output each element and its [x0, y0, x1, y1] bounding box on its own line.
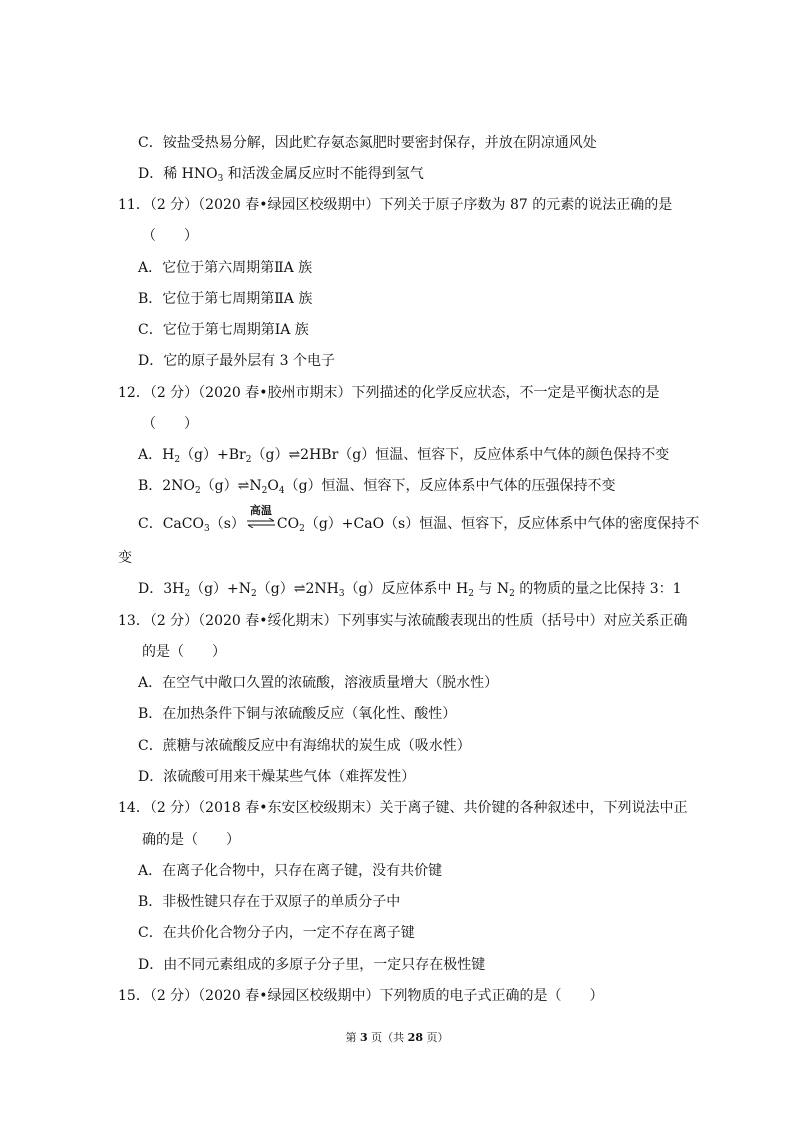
q11-option-b: B．它位于第七周期第ⅡA 族 — [138, 291, 313, 307]
page-footer: 第 3 页（共 28 页） — [345, 1031, 449, 1044]
q13-stem: 13．（2 分）（2020 春•绥化期末）下列事实与浓硫酸表现出的性质（括号中）对应关系正确 — [118, 613, 688, 629]
q14-option-d: D．由不同元素组成的多原子分子里，一定只存在极性键 — [138, 957, 486, 973]
q12-option-a: A．$H_2(g)+Br_2(g)\rightleftharpoons 2HBr(g)$恒温、恒容下，反应体系中气体的颜色保持不变 — [138, 447, 670, 465]
q13-option-b: B．在加热条件下铜与浓硫酸反应（氧化性、酸性） — [138, 706, 457, 722]
q14-stem: 14．（2 分）（2018 春•东安区校级期末）关于离子键、共价键的各种叙述中，下列说法中正 — [118, 800, 688, 816]
q12-option-d: D．$3H_2(g)+N_2(g)\rightleftharpoons 2NH_3(g)$反应体系中 $H_2$ 与 $N_2$ 的物质的量之比保持 3：1 — [138, 581, 682, 599]
q12-answer-blank: （ ） — [142, 416, 198, 432]
q13-option-c: C．蔗糖与浓硫酸反应中有海绵状的炭生成（吸水性） — [138, 738, 471, 754]
q14-stem-cont: 确的是（ ） — [142, 832, 240, 848]
q10-option-d: D．稀 $HNO_3$ 和活泼金属反应时不能得到氢气 — [138, 166, 424, 184]
page-number: 3 — [360, 1031, 368, 1044]
q13-option-d: D．浓硫酸可用来干燥某些气体（难挥发性） — [138, 769, 416, 785]
q12-option-b: B．$2NO_2(g)\rightleftharpoons N_2O_4(g)$恒温、恒容下，反应体系中气体的压强保持不变 — [138, 478, 616, 496]
q12-option-c-cont: 变 — [118, 550, 132, 566]
q14-option-b: B．非极性键只存在于双原子的单质分子中 — [138, 894, 401, 910]
q15-stem: 15．（2 分）（2020 春•绿园区校级期中）下列物质的电子式正确的是（ ） — [118, 988, 604, 1004]
q14-option-a: A．在离子化合物中，只存在离子键，没有共价键 — [138, 863, 443, 879]
q11-stem: 11．（2 分）（2020 春•绿园区校级期中）下列关于原子序数为 87 的元素的说法正确的是 — [118, 197, 673, 213]
q13-option-a: A．在空气中敞口久置的浓硫酸，溶液质量增大（脱水性） — [138, 675, 499, 691]
q11-answer-blank: （ ） — [142, 228, 198, 244]
q11-option-a: A．它位于第六周期第ⅡA 族 — [138, 260, 313, 276]
reversible-arrow-icon — [246, 504, 276, 533]
q12-stem: 12．（2 分）（2020 春•胶州市期末）下列描述的化学反应状态，不一定是平衡状态的是 — [118, 385, 660, 401]
page-total: 28 — [407, 1031, 423, 1044]
q11-option-c: C．它位于第七周期第ⅠA 族 — [138, 322, 309, 338]
q13-stem-cont: 的是（ ） — [142, 644, 226, 660]
reaction-condition: 高温 — [249, 504, 272, 517]
q10-option-c: C．铵盐受热易分解，因此贮存氨态氮肥时要密封保存，并放在阴凉通风处 — [138, 135, 597, 151]
q14-option-c: C．在共价化合物分子内，一定不存在离子键 — [138, 925, 415, 941]
q12-option-c: C．CaCO$_3$（s） 高温 $CO_2(g)+CaO(s)$恒温、恒容下，反应体系中气体的密度保持不 — [138, 504, 700, 534]
q11-option-d: D．它的原子最外层有 3 个电子 — [138, 353, 336, 369]
